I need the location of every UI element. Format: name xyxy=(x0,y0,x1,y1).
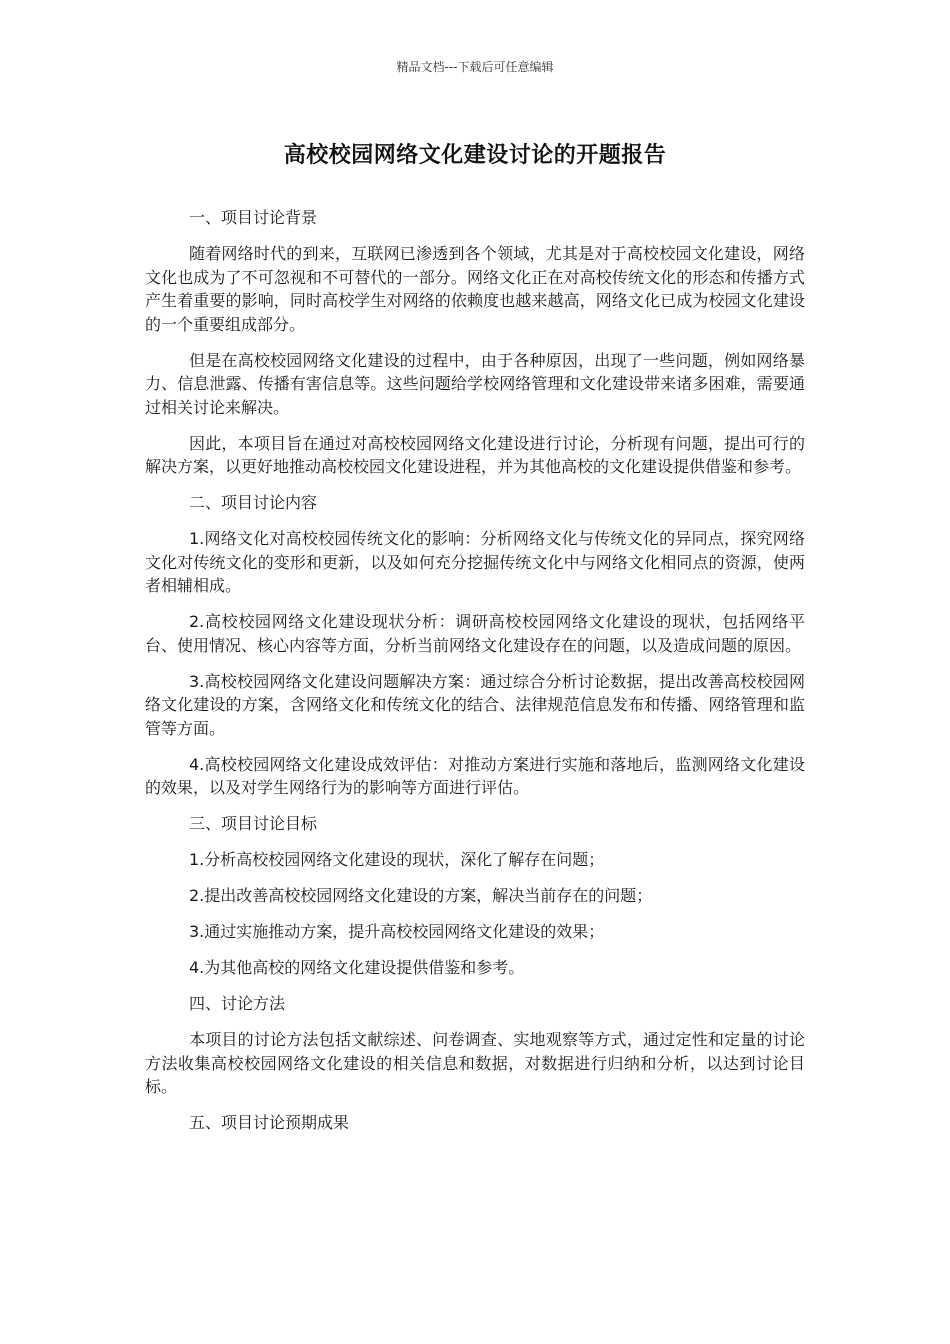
document-body xyxy=(145,206,805,1147)
list-item: 1.网络文化对高校校园传统文化的影响：分析网络文化与传统文化的异同点，探究网络文化对传统文化的变形和更新，以及如何充分挖掘传统文化中与网络文化相同点的资源，使两者相辅相成。 xyxy=(145,529,805,595)
list-item: 3.高校校园网络文化建设问题解决方案：通过综合分析讨论数据，提出改善高校校园网络文化建设的方案，含网络文化和传统文化的结合、法律规范信息发布和传播、网络管理和监管等方面。 xyxy=(145,671,805,738)
list-item: 2.高校校园网络文化建设现状分析：调研高校校园网络文化建设的现状，包括网络平台、使用情况、核心内容等方面，分析当前网络文化建设存在的问题，以及造成问题的原因。 xyxy=(145,612,805,655)
header-note: 精品文档---下载后可任意编辑 xyxy=(396,60,554,74)
list-item: 3.通过实施推动方案，提升高校校园网络文化建设的效果； xyxy=(189,922,605,941)
paragraph: 本项目的讨论方法包括文献综述、问卷调查、实地观察等方式，通过定性和定量的讨论方法收集高校校园网络文化建设的相关信息和数据，对数据进行归纳和分析，以达到讨论目标。 xyxy=(145,1030,805,1096)
list-item: 4.高校校园网络文化建设成效评估：对推动方案进行实施和落地后，监测网络文化建设的效果，以及对学生网络行为的影响等方面进行评估。 xyxy=(145,754,805,797)
paragraph: 随着网络时代的到来，互联网已渗透到各个领域，尤其是对于高校校园文化建设，网络文化也成为了不可忽视和不可替代的一部分。网络文化正在对高校传统文化的形态和传播方式产生着重要的影响，同时高校学生对网络的依赖度也越来越高，网络文化已成为校园文化建设的一个重要组成部分。 xyxy=(145,244,805,334)
section-heading-background: 一、项目讨论背景 xyxy=(189,208,318,227)
section-heading-goals: 三、项目讨论目标 xyxy=(189,814,318,833)
list-item: 1.分析高校校园网络文化建设的现状，深化了解存在问题； xyxy=(189,850,605,869)
section-heading-methods: 四、讨论方法 xyxy=(189,994,286,1013)
paragraph: 但是在高校校园网络文化建设的过程中，由于各种原因，出现了一些问题，例如网络暴力、信息泄露、传播有害信息等。这些问题给学校网络管理和文化建设带来诸多困难，需要通过相关讨论来解决。 xyxy=(145,350,805,417)
paragraph: 因此，本项目旨在通过对高校校园网络文化建设进行讨论，分析现有问题，提出可行的解决方案，以更好地推动高校校园文化建设进程，并为其他高校的文化建设提供借鉴和参考。 xyxy=(145,433,805,476)
section-heading-content: 二、项目讨论内容 xyxy=(189,493,318,512)
section-heading-outcomes: 五、项目讨论预期成果 xyxy=(189,1113,350,1132)
list-item: 2.提出改善高校校园网络文化建设的方案，解决当前存在的问题； xyxy=(189,886,653,905)
document-title: 高校校园网络文化建设讨论的开题报告 xyxy=(283,143,667,168)
list-item: 4.为其他高校的网络文化建设提供借鉴和参考。 xyxy=(189,958,525,977)
